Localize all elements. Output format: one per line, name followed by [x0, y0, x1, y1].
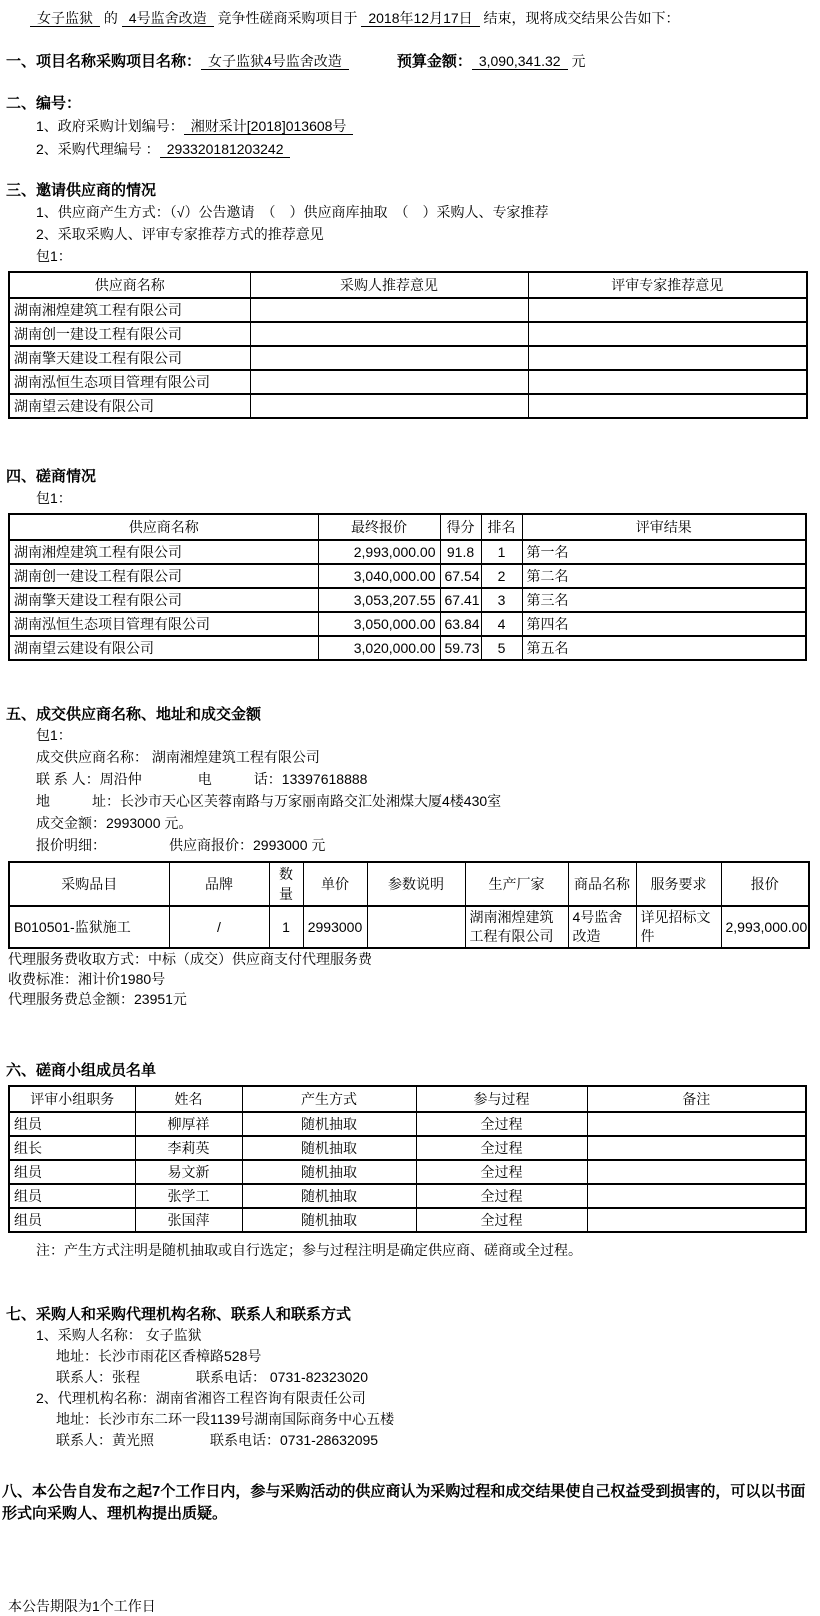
column-header: 生产厂家 [465, 862, 568, 906]
table-cell: 张国萍 [135, 1208, 242, 1232]
table-cell: 湖南擎天建设工程有限公司 [9, 588, 318, 612]
table-cell: 湖南擎天建设工程有限公司 [9, 346, 250, 370]
table-cell: 第四名 [522, 612, 806, 636]
column-header: 数量 [269, 862, 303, 906]
column-header: 单价 [303, 862, 367, 906]
table-cell: 组员 [9, 1208, 135, 1232]
column-header: 评审专家推荐意见 [528, 272, 807, 298]
table-cell: 湖南泓恒生态项目管理有限公司 [9, 370, 250, 394]
budget-unit: 元 [571, 53, 586, 69]
column-header: 最终报价 [318, 514, 440, 540]
table-cell [528, 322, 807, 346]
table-row [9, 540, 806, 564]
column-header: 评审结果 [522, 514, 806, 540]
section5-heading: 五、成交供应商名称、地址和成交金额 [6, 706, 262, 723]
table-cell: 随机抽取 [242, 1112, 416, 1136]
table-header-row [9, 1086, 806, 1112]
table-cell: 67.41 [440, 588, 481, 612]
table-cell: 李莉英 [135, 1136, 242, 1160]
plan-number-label: 1、政府采购计划编号： [36, 118, 184, 134]
table-row [9, 1136, 806, 1160]
table-cell [587, 1208, 806, 1232]
column-header: 采购人推荐意见 [250, 272, 528, 298]
table-row [9, 612, 806, 636]
agency-fee-method-line: 代理服务费收取方式：中标（成交）供应商支付代理服务费 [8, 951, 372, 967]
invited-suppliers-table [8, 271, 808, 419]
table-cell: 3,040,000.00 [318, 564, 440, 588]
table-cell: 63.84 [440, 612, 481, 636]
column-header: 采购品目 [9, 862, 169, 906]
table-cell: B010501-监狱施工 [9, 906, 169, 948]
column-header: 备注 [587, 1086, 806, 1112]
buyer-contact-line: 联系人：张程 联系电话： 0731-82323020 [56, 1369, 368, 1385]
table-cell: 组员 [9, 1160, 135, 1184]
package-label: 包1： [36, 490, 72, 506]
column-header: 参数说明 [367, 862, 465, 906]
table-cell [250, 346, 528, 370]
section-awarded-supplier [0, 703, 820, 1009]
table-cell: 3,020,000.00 [318, 636, 440, 660]
section7-heading: 七、采购人和采购代理机构名称、联系人和联系方式 [6, 1306, 352, 1323]
address-line: 地 址：长沙市天心区芙蓉南路与万家丽南路交汇处湘煤大厦4楼430室 [36, 793, 502, 809]
table-cell [528, 346, 807, 370]
section-negotiation [0, 465, 820, 661]
column-header: 产生方式 [242, 1086, 416, 1112]
section2-heading: 二、编号： [6, 95, 82, 112]
table-row [9, 1184, 806, 1208]
table-cell: 全过程 [416, 1136, 587, 1160]
table-cell: 5 [481, 636, 522, 660]
table-cell: 湖南望云建设有限公司 [9, 394, 250, 418]
supplier-source-line: 1、供应商产生方式：（√）公告邀请 （ ）供应商库抽取 （ ）采购人、专家推荐 [36, 204, 549, 220]
table-cell [250, 322, 528, 346]
section-objection-notice: 八、本公告自发布之起7个工作日内，参与采购活动的供应商认为采购过程和成交结果使自己权益受到损害的，可以以书面形式向采购人、理机构提出质疑。 [2, 1483, 806, 1522]
table-cell: 随机抽取 [242, 1136, 416, 1160]
section-panel-members [0, 1059, 820, 1260]
buyer-address-line: 地址：长沙市雨花区香樟路528号 [56, 1348, 262, 1364]
table-cell: 湖南湘煌建筑工程有限公司 [465, 906, 568, 948]
table-cell: 组长 [9, 1136, 135, 1160]
table-header-row [9, 272, 807, 298]
table-cell: 全过程 [416, 1184, 587, 1208]
table-cell [250, 394, 528, 418]
table-header-row [9, 862, 809, 906]
table-row [9, 1208, 806, 1232]
table-cell: 组员 [9, 1112, 135, 1136]
section-numbers [0, 92, 820, 159]
column-header: 排名 [481, 514, 522, 540]
table-cell: 湖南湘煌建筑工程有限公司 [9, 298, 250, 322]
table-cell: 2,993,000.00 [318, 540, 440, 564]
table-cell [528, 394, 807, 418]
package-label: 包1： [36, 727, 72, 743]
table-cell: 随机抽取 [242, 1184, 416, 1208]
announcement-validity-line: 本公告期限为1个工作日 [8, 1598, 156, 1614]
agent-number-line [36, 140, 820, 159]
plan-number-value: 湘财采计[2018]013608号 [184, 118, 354, 135]
column-header: 参与过程 [416, 1086, 587, 1112]
agent-number-value: 293320181203242 [160, 141, 291, 158]
intro-paragraph [30, 8, 820, 28]
award-amount-line: 成交金额：2993000 元。 [36, 815, 193, 831]
table-cell: / [169, 906, 269, 948]
agency-name-line: 2、代理机构名称：湖南省湘咨工程咨询有限责任公司 [36, 1390, 366, 1406]
table-cell: 4号监舍改造 [568, 906, 636, 948]
table-cell: 湖南望云建设有限公司 [9, 636, 318, 660]
project-name-value: 女子监狱4号监舍改造 [201, 53, 349, 70]
table-row [9, 564, 806, 588]
column-header: 品牌 [169, 862, 269, 906]
awarded-items-table [8, 861, 810, 949]
panel-members-table [8, 1085, 807, 1233]
table-cell: 湖南创一建设工程有限公司 [9, 322, 250, 346]
table-cell: 第二名 [522, 564, 806, 588]
table-cell: 张学工 [135, 1184, 242, 1208]
negotiation-results-table [8, 513, 807, 661]
column-header: 姓名 [135, 1086, 242, 1112]
section1-heading: 一、项目名称采购项目名称： [6, 53, 202, 70]
table-cell: 组员 [9, 1184, 135, 1208]
budget-value: 3,090,341.32 [472, 53, 568, 70]
table-cell: 4 [481, 612, 522, 636]
fee-standard-line: 收费标准：湘计价1980号 [8, 971, 166, 987]
table-row [9, 298, 807, 322]
project-short-name: 4号监舍改造 [122, 10, 214, 27]
table-cell: 2,993,000.00 [721, 906, 809, 948]
intro-connector-1: 的 [103, 10, 118, 26]
column-header: 供应商名称 [9, 514, 318, 540]
recommendation-line: 2、采取采购人、评审专家推荐方式的推荐意见 [36, 226, 324, 242]
project-owner: 女子监狱 [30, 10, 100, 27]
end-date: 2018年12月17日 [361, 10, 479, 27]
table-row [9, 394, 807, 418]
table-cell: 2 [481, 564, 522, 588]
table-cell: 全过程 [416, 1208, 587, 1232]
table-row [9, 1112, 806, 1136]
table-cell: 第一名 [522, 540, 806, 564]
quote-detail-line: 报价明细： 供应商报价：2993000 元 [36, 837, 326, 853]
table-header-row [9, 514, 806, 540]
table-row [9, 906, 809, 948]
panel-note: 注：产生方式注明是随机抽取或自行选定；参与过程注明是确定供应商、磋商或全过程。 [36, 1242, 582, 1258]
agency-address-line: 地址：长沙市东二环一段1139号湖南国际商务中心五楼 [56, 1411, 395, 1427]
table-cell [250, 298, 528, 322]
section-contacts [0, 1303, 820, 1450]
table-cell: 随机抽取 [242, 1208, 416, 1232]
table-cell: 1 [481, 540, 522, 564]
section-project-name [0, 50, 820, 71]
table-cell: 1 [269, 906, 303, 948]
table-cell: 67.54 [440, 564, 481, 588]
fee-total-line: 代理服务费总金额：23951元 [8, 991, 187, 1007]
column-header: 评审小组职务 [9, 1086, 135, 1112]
table-row [9, 1160, 806, 1184]
intro-connector-2: 竞争性磋商采购项目于 [217, 10, 358, 26]
table-cell: 柳厚祥 [135, 1112, 242, 1136]
table-cell: 易文新 [135, 1160, 242, 1184]
table-cell [587, 1184, 806, 1208]
table-cell: 湖南创一建设工程有限公司 [9, 564, 318, 588]
buyer-name-line: 1、采购人名称： 女子监狱 [36, 1327, 202, 1343]
table-cell: 3,050,000.00 [318, 612, 440, 636]
table-cell: 2993000 [303, 906, 367, 948]
table-row [9, 588, 806, 612]
table-cell [528, 370, 807, 394]
budget-label: 预算金额： [396, 53, 472, 70]
awarded-supplier-line: 成交供应商名称： 湖南湘煌建筑工程有限公司 [36, 749, 320, 765]
table-row [9, 636, 806, 660]
column-header: 服务要求 [636, 862, 721, 906]
intro-tail: 结束，现将成交结果公告如下： [483, 10, 680, 26]
column-header: 报价 [721, 862, 809, 906]
table-cell: 湖南湘煌建筑工程有限公司 [9, 540, 318, 564]
table-cell: 91.8 [440, 540, 481, 564]
table-cell: 第五名 [522, 636, 806, 660]
section6-heading: 六、磋商小组成员名单 [6, 1062, 157, 1079]
table-cell: 全过程 [416, 1112, 587, 1136]
table-cell: 详见招标文件 [636, 906, 721, 948]
agency-contact-line: 联系人：黄光照 联系电话：0731-28632095 [56, 1432, 379, 1448]
section-invited-suppliers [0, 179, 820, 419]
column-header: 供应商名称 [9, 272, 250, 298]
table-cell [367, 906, 465, 948]
table-cell: 全过程 [416, 1160, 587, 1184]
table-cell: 随机抽取 [242, 1160, 416, 1184]
table-cell [587, 1112, 806, 1136]
plan-number-line [36, 117, 820, 136]
table-cell [528, 298, 807, 322]
table-row [9, 322, 807, 346]
table-cell: 59.73 [440, 636, 481, 660]
table-cell [250, 370, 528, 394]
column-header: 商品名称 [568, 862, 636, 906]
table-cell [587, 1136, 806, 1160]
table-cell: 3,053,207.55 [318, 588, 440, 612]
table-cell [587, 1160, 806, 1184]
table-row [9, 346, 807, 370]
section4-heading: 四、磋商情况 [6, 468, 97, 485]
table-row [9, 370, 807, 394]
table-cell: 湖南泓恒生态项目管理有限公司 [9, 612, 318, 636]
agent-number-label: 2、采购代理编号 ： [36, 141, 160, 157]
section3-heading: 三、邀请供应商的情况 [6, 182, 157, 199]
table-cell: 3 [481, 588, 522, 612]
column-header: 得分 [440, 514, 481, 540]
package-label: 包1： [36, 248, 72, 264]
table-cell: 第三名 [522, 588, 806, 612]
contact-phone-line: 联 系 人：周沿仲 电 话：13397618888 [36, 771, 368, 787]
